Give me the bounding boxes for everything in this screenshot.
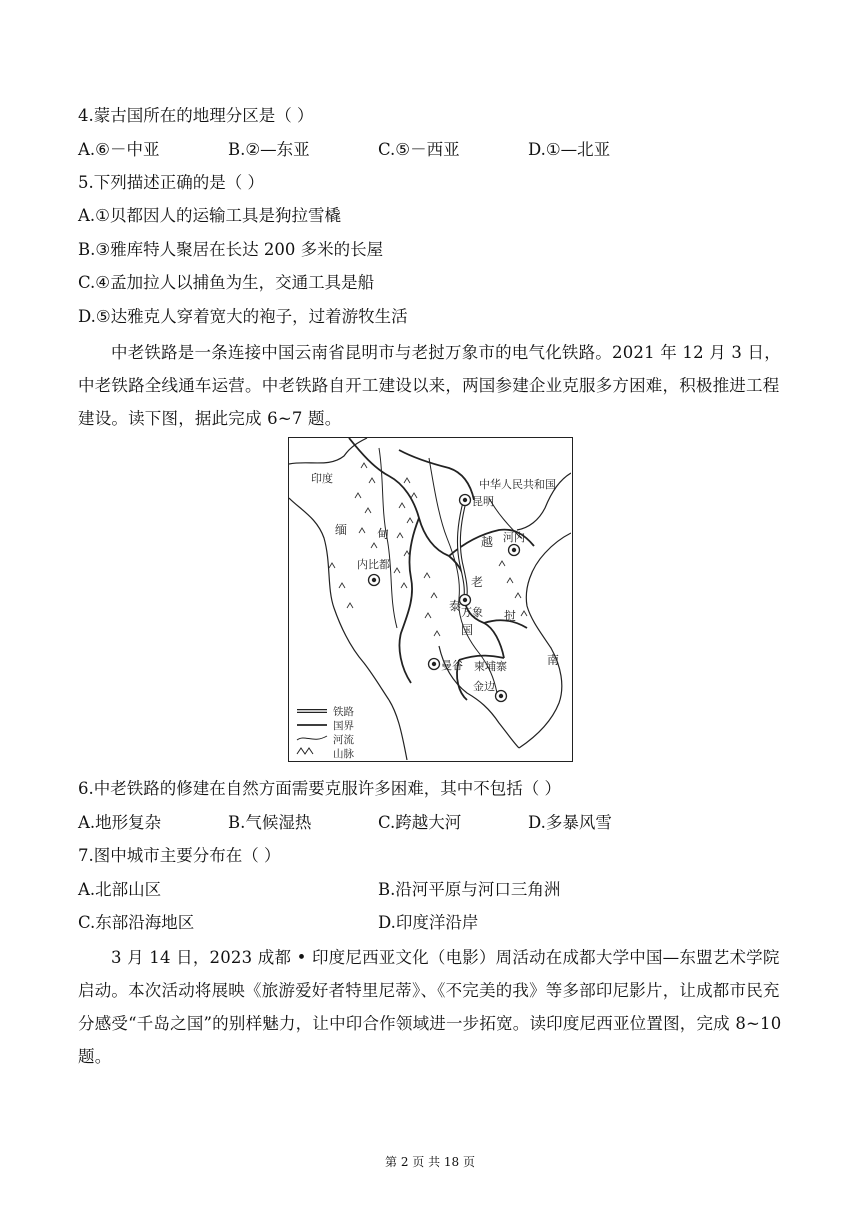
label-vientiane: 万象 — [461, 606, 483, 619]
question-7-stem: 7.图中城市主要分布在（ ） — [78, 846, 281, 865]
railway — [459, 500, 466, 600]
question-4-stem: 4.蒙古国所在的地理分区是（ ） — [78, 106, 314, 125]
question-5-option-b: B.③雅库特人聚居在长达 200 多米的长屋 — [78, 240, 384, 259]
legend-mountain: 山脉 — [333, 748, 354, 760]
label-laos-1: 老 — [471, 575, 484, 589]
question-7-option-a: A.北部山区 — [78, 880, 162, 899]
legend-border: 国界 — [333, 720, 354, 732]
label-phnompenh: 金边 — [473, 680, 495, 693]
question-6-stem: 6.中老铁路的修建在自然方面需要克服许多困难，其中不包括（ ） — [78, 779, 561, 798]
passage-indonesia-film-week: 3 月 14 日，2023 成都 • 印度尼西亚文化（电影）周活动在成都大学中国—东盟艺术学院启动。本次活动将展映《旅游爱好者特里尼蒂》、《不完美的我》等多部印尼影片，让成都市民充分感受“千岛之国”的别样魅力，让中印合作领域进一步拓宽。读印度尼西亚位置图，完成 8~10 题。 — [78, 948, 782, 1066]
label-vietnam-1: 越 — [481, 535, 494, 549]
question-5-stem: 5.下列描述正确的是（ ） — [78, 173, 264, 192]
label-vietnam-2: 南 — [547, 653, 560, 667]
question-7-option-c: C.东部沿海地区 — [78, 913, 195, 932]
label-china: 中华人民共和国 — [479, 478, 556, 491]
question-7-option-d: D.印度洋沿岸 — [378, 913, 479, 932]
legend-railway: 铁路 — [333, 706, 354, 718]
question-4-option-a: A.⑥－中亚 — [78, 140, 160, 159]
question-4-option-b: B.②—东亚 — [228, 140, 310, 159]
question-7-option-b: B.沿河平原与河口三角洲 — [378, 880, 561, 899]
question-6-option-a: A.地形复杂 — [78, 813, 162, 832]
label-laos-2: 挝 — [504, 609, 517, 623]
map-legend — [297, 705, 354, 760]
question-5-option-a: A.①贝都因人的运输工具是狗拉雪橇 — [78, 206, 341, 225]
label-naypyidaw: 内比都 — [357, 558, 390, 571]
question-5-option-c: C.④孟加拉人以捕鱼为生，交通工具是船 — [78, 273, 375, 292]
question-5-option-d: D.⑤达雅克人穿着宽大的袍子，过着游牧生活 — [78, 307, 408, 326]
label-myanmar-2: 甸 — [377, 527, 390, 541]
label-myanmar-1: 缅 — [335, 523, 348, 537]
question-4-option-d: D.①—北亚 — [528, 140, 611, 159]
legend-river: 河流 — [333, 734, 354, 746]
label-thailand-2: 国 — [461, 623, 474, 637]
label-kunming: 昆明 — [472, 495, 494, 508]
page-footer: 第 2 页 共 18 页 — [385, 1155, 475, 1169]
indochina-map — [288, 437, 573, 762]
question-6-option-b: B.气候湿热 — [228, 813, 312, 832]
label-hanoi: 河内 — [503, 531, 525, 544]
question-4-option-c: C.⑤－西亚 — [378, 140, 460, 159]
label-cambodia: 柬埔寨 — [474, 660, 507, 673]
label-bangkok: 曼谷 — [441, 659, 463, 672]
question-6-option-d: D.多暴风雪 — [528, 813, 612, 832]
label-thailand-1: 泰 — [449, 599, 462, 613]
label-india: 印度 — [311, 472, 333, 485]
passage-china-laos-railway: 中老铁路是一条连接中国云南省昆明市与老挝万象市的电气化铁路。2021 年 12 月 3 日，中老铁路全线通车运营。中老铁路自开工建设以来，两国参建企业克服多方困难，积极推进工程建设。读下图，据此完成 6~7 题。 — [78, 343, 781, 428]
question-6-option-c: C.跨越大河 — [378, 813, 462, 832]
